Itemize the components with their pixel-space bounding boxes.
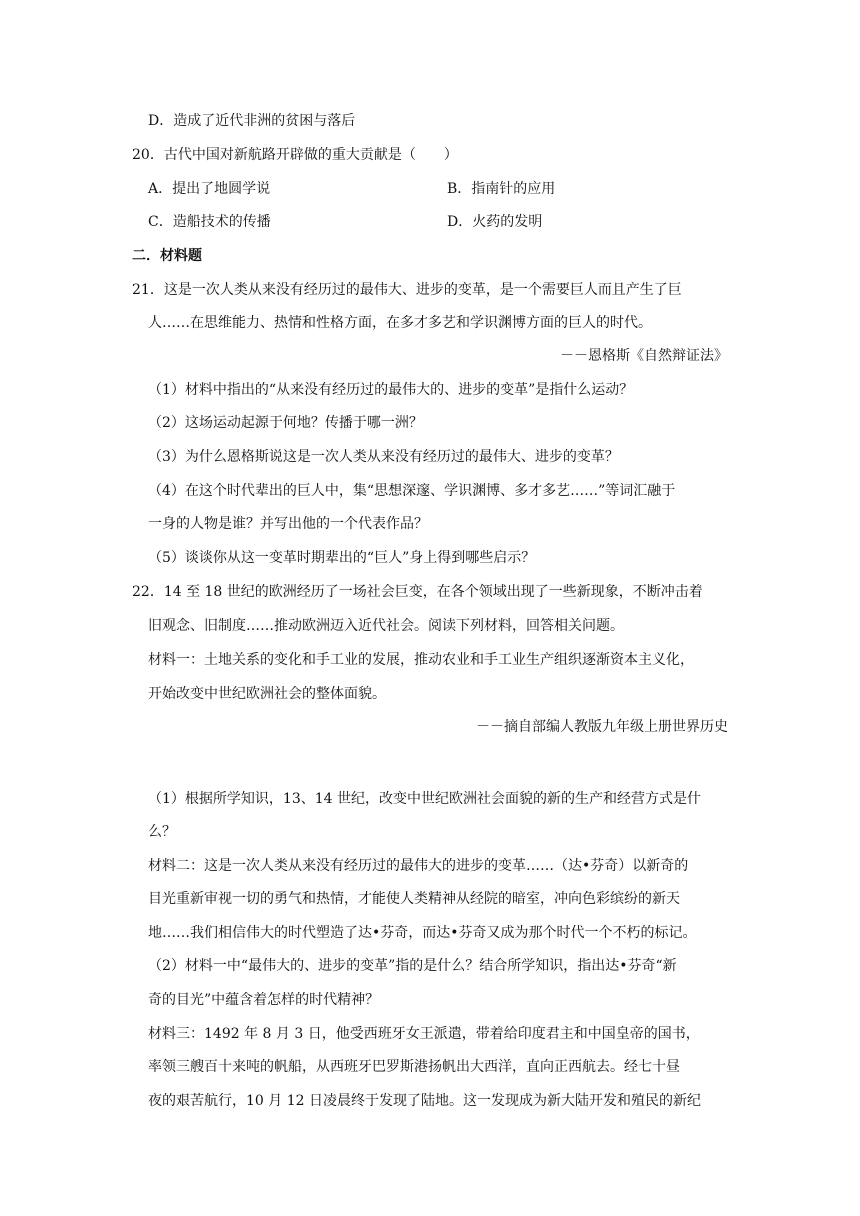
q20-option-a: A．提出了地圆学说 <box>148 181 271 197</box>
section-title: 二．材料题 <box>132 248 202 264</box>
q22-material1-source: －－摘自部编人教版九年级上册世界历史 <box>476 719 728 735</box>
q21-sub5: （5）谈谈你从这一变革时期辈出的“巨人”身上得到哪些启示？ <box>148 550 536 566</box>
q22-sub1-line1: （1）根据所学知识，13、14 世纪，改变中世纪欧洲社会面貌的新的生产和经营方式是什 <box>148 791 701 807</box>
q22-sub2-line1: （2）材料一中“最伟大的、进步的变革”指的是什么？结合所学知识，指出达•芬奇“新 <box>148 958 677 974</box>
q21-sub1: （1）材料中指出的“从来没有经历过的最伟大的、进步的变革”是指什么运动？ <box>148 382 634 398</box>
q22-material2-line3: 地……我们相信伟大的时代塑造了达•芬奇，而达•芬奇又成为那个时代一个不朽的标记。 <box>148 925 697 941</box>
q20-option-d: D．火药的发明 <box>447 214 543 230</box>
q19-option-d: D．造成了近代非洲的贫困与落后 <box>148 113 356 129</box>
q22-material2-line1: 材料二：这是一次人类从来没有经历过的最伟大的进步的变革……（达•芬奇）以新奇的 <box>148 858 689 874</box>
q21-stem-line2: 人……在思维能力、热情和性格方面，在多才多艺和学识渊博方面的巨人的时代。 <box>148 315 652 331</box>
q20-option-c: C．造船技术的传播 <box>148 214 271 230</box>
q21-sub4-line1: （4）在这个时代辈出的巨人中，集“思想深邃、学识渊博、多才多艺……”等词汇融于 <box>148 483 676 499</box>
q22-material1-line1: 材料一：土地关系的变化和手工业的发展，推动农业和手工业生产组织逐渐资本主义化， <box>148 652 694 668</box>
q20-stem: 20．古代中国对新航路开辟做的重大贡献是（ ） <box>132 147 458 163</box>
q22-material3-line2: 率领三艘百十来吨的帆船，从西班牙巴罗斯港扬帆出大西洋，直向正西航去。经七十昼 <box>148 1059 680 1075</box>
q22-sub1-line2: 么？ <box>148 824 176 840</box>
q21-source: －－恩格斯《自然辩证法》 <box>560 348 728 364</box>
q22-sub2-line2: 奇的目光”中蕴含着怎样的时代精神？ <box>148 992 380 1008</box>
q21-sub4-line2: 一身的人物是谁？并写出他的一个代表作品？ <box>148 516 428 532</box>
q22-material1-line2: 开始改变中世纪欧洲社会的整体面貌。 <box>148 686 386 702</box>
q20-option-b: B．指南针的应用 <box>447 181 556 197</box>
q21-sub2: （2）这场运动起源于何地？传播于哪一洲？ <box>148 415 423 431</box>
q21-sub3: （3）为什么恩格斯说这是一次人类从来没有经历过的最伟大、进步的变革？ <box>148 449 619 465</box>
q22-material3-line3: 夜的艰苦航行，10 月 12 日凌晨终于发现了陆地。这一发现成为新大陆开发和殖民的新纪 <box>148 1093 701 1109</box>
q21-stem-line1: 21．这是一次人类从来没有经历过的最伟大、进步的变革，是一个需要巨人而且产生了巨 <box>132 282 682 298</box>
q22-material2-line2: 目光重新审视一切的勇气和热情，才能使人类精神从经院的暗室，冲向色彩缤纷的新天 <box>148 891 680 907</box>
q22-material3-line1: 材料三：1492 年 8 月 3 日，他受西班牙女王派遣，带着给印度君主和中国皇帝的国书， <box>148 1026 700 1042</box>
q22-stem-line1: 22．14 至 18 世纪的欧洲经历了一场社会巨变，在各个领域出现了一些新现象，不断冲击着 <box>132 584 703 600</box>
q22-stem-line2: 旧观念、旧制度……推动欧洲迈入近代社会。阅读下列材料，回答相关问题。 <box>148 618 624 634</box>
